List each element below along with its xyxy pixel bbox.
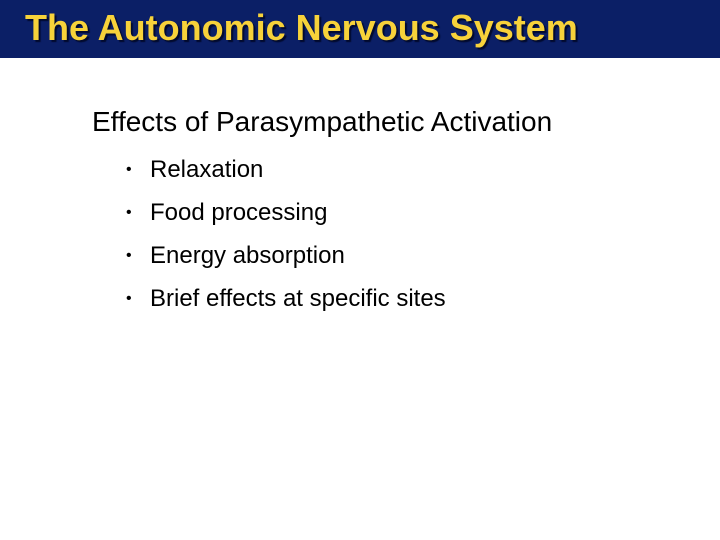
list-item: [126, 148, 446, 191]
bullet-text: Relaxation: [150, 155, 264, 183]
slide-subtitle: Effects of Parasympathetic Activation: [92, 106, 553, 137]
list-item: [126, 191, 446, 234]
list-item: [126, 234, 446, 277]
bullet-list: [126, 148, 446, 320]
bullet-text: Energy absorption: [150, 241, 345, 269]
bullet-icon: •: [126, 246, 132, 264]
title-bar: [0, 0, 720, 58]
list-item: [126, 277, 446, 320]
bullet-text: Food processing: [150, 198, 328, 226]
bullet-text: Brief effects at specific sites: [150, 284, 446, 312]
bullet-icon: •: [126, 289, 132, 307]
bullet-icon: •: [126, 160, 132, 178]
bullet-icon: •: [126, 203, 132, 221]
slide-title: The Autonomic Nervous System: [25, 7, 578, 48]
